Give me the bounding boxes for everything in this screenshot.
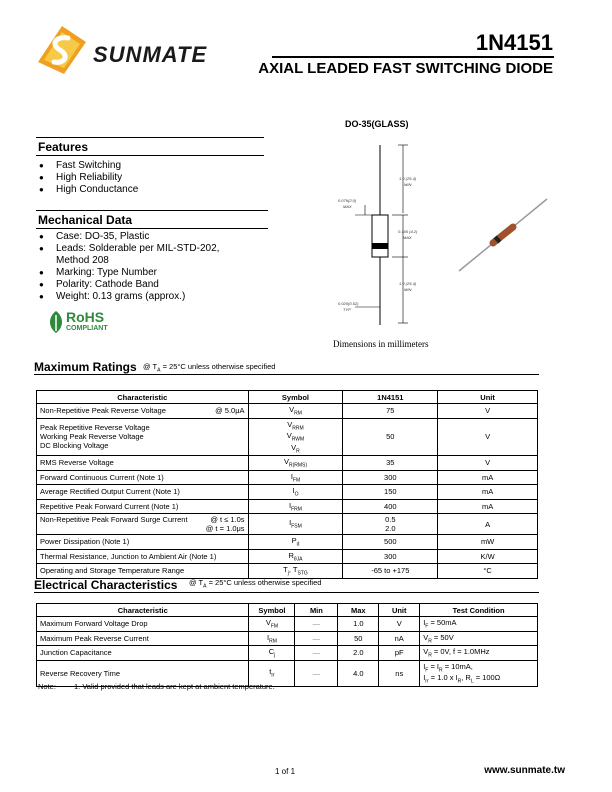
note-label: Note: — [38, 682, 56, 691]
logo-mark-icon — [34, 22, 90, 78]
dim-label: MIN — [404, 287, 412, 292]
max-ratings-rule — [34, 374, 539, 375]
table-row: Maximum Peak Reverse Current $I_{RM}$ — 50 nA $V_R = 50V$ — [37, 631, 538, 646]
rohs-label: RoHS — [66, 309, 105, 325]
dim-label: MIN — [404, 182, 412, 187]
list-item: ● Weight: 0.13 grams (approx.) — [38, 291, 219, 303]
max-ratings-condition: @ $T_A = 25^\circ C$ unless otherwise specified — [143, 362, 276, 374]
table-row: Non-Repetitive Peak Forward Surge Current @ t ≤ 1.0s @ t = 1.0μs $I_{FSM}$ 0.5 2.0 A — [37, 514, 538, 535]
features-list — [38, 160, 138, 196]
package-name: DO-35(GLASS) — [345, 119, 409, 129]
table-row: Junction Capacitance $C_j$ — 2.0 pF $V_R = 0V$, f = 1.0MHz — [37, 646, 538, 661]
features-top-rule — [36, 137, 264, 138]
brand-name: SUNMATE — [93, 42, 208, 67]
table-row: Operating and Storage Temperature Range $T_j$, $T_{STG}$ -65 to +175 °C — [37, 564, 538, 579]
table-row: Forward Continuous Current (Note 1) $I_{FM}$ 300 mA — [37, 470, 538, 485]
page-number: 1 of 1 — [275, 767, 296, 776]
column-header: Symbol — [248, 391, 343, 404]
features-bottom-rule — [36, 155, 264, 156]
mechanical-heading: Mechanical Data — [38, 213, 133, 227]
dimensions-caption: Dimensions in millimeters — [333, 339, 429, 349]
list-item: ● Polarity: Cathode Band — [38, 279, 219, 291]
column-header: Unit — [379, 604, 420, 617]
features-heading: Features — [38, 140, 89, 154]
dim-label: 0.079(2.0) — [338, 198, 357, 203]
rohs-compliant-label: COMPLIANT — [66, 325, 108, 332]
dim-label: TYP — [343, 307, 351, 312]
elec-condition: @ $T_A = 25^\circ C$ unless otherwise specified — [189, 578, 322, 590]
dim-label: MAX — [403, 235, 412, 240]
column-header: 1N4151 — [343, 391, 438, 404]
title-divider — [272, 56, 554, 58]
max-ratings-table — [36, 390, 538, 579]
table-row: Maximum Forward Voltage Drop $V_{FM}$ — 1.0 V $I_F = 50mA$ — [37, 617, 538, 632]
company-logo — [34, 22, 90, 78]
column-header: Characteristic — [37, 604, 249, 617]
table-row: Power Dissipation (Note 1) $P_d$ 500 mW — [37, 535, 538, 550]
list-item-continuation: Method 208 — [56, 255, 109, 266]
table-row: Reverse Recovery Time $t_{rr}$ — 4.0 ns $I_F = I_R = 10mA$, $I_{rr} = 1.0$ x $I_R$, $R_L = 100\Omega$ — [37, 660, 538, 686]
mechanical-top-rule — [36, 210, 268, 211]
list-item: ● High Conductance — [38, 184, 138, 196]
table-header-row — [37, 391, 538, 404]
list-item: ● Case: DO-35, Plastic — [38, 231, 219, 243]
list-item: ● Marking: Type Number — [38, 267, 219, 279]
table-row: Average Rectified Output Current (Note 1) $I_O$ 150 mA — [37, 485, 538, 500]
column-header: Min — [295, 604, 338, 617]
elec-rule — [34, 592, 539, 593]
dim-label: 0.165 (4.2) — [398, 229, 418, 234]
part-subtitle: AXIAL LEADED FAST SWITCHING DIODE — [258, 60, 553, 77]
mechanical-list — [38, 231, 219, 303]
table-row: Non-Repetitive Peak Reverse Voltage @ 5.0μA $V_{RM}$ 75 V — [37, 404, 538, 419]
elec-table — [36, 603, 538, 687]
table-row: Repetitive Peak Forward Current (Note 1) $I_{FRM}$ 400 mA — [37, 499, 538, 514]
dim-label: MAX — [343, 204, 352, 209]
diode-image-icon — [455, 195, 551, 275]
table-row: Thermal Resistance, Junction to Ambient Air (Note 1) $R_{\theta JA}$ 300 K/W — [37, 549, 538, 564]
table-row: RMS Reverse Voltage $V_{R(RMS)}$ 35 V — [37, 456, 538, 471]
list-item: ● Leads: Solderable per MIL-STD-202, — [38, 243, 219, 255]
table-header-row — [37, 604, 538, 617]
mechanical-bottom-rule — [36, 228, 268, 229]
dim-label: 1.0 (25.4) — [399, 281, 417, 286]
max-ratings-heading: Maximum Ratings — [34, 360, 137, 374]
website-link[interactable]: www.sunmate.tw — [484, 765, 565, 776]
column-header: Max — [338, 604, 379, 617]
column-header: Characteristic — [37, 391, 249, 404]
part-number-title: 1N4151 — [475, 30, 553, 55]
table-row: Peak Repetitive Reverse Voltage Working Peak Reverse Voltage DC Blocking Voltage $V_{RRM}$ $V_{RWM}$ $V_R$ 50 V — [37, 418, 538, 456]
dim-label: 1.0 (25.4) — [399, 176, 417, 181]
rohs-leaf-icon — [46, 309, 66, 335]
list-item: ● Fast Switching — [38, 160, 138, 172]
column-header: Unit — [438, 391, 538, 404]
diode-photo — [455, 195, 551, 275]
elec-heading: Electrical Characteristics — [34, 578, 178, 592]
list-item: ● High Reliability — [38, 172, 138, 184]
note-text: 1. Valid provided that leads are kept at ambient temperature. — [74, 682, 275, 691]
dim-label: 0.020(0.52) — [338, 301, 359, 306]
column-header: Symbol — [249, 604, 295, 617]
column-header: Test Condition — [420, 604, 538, 617]
